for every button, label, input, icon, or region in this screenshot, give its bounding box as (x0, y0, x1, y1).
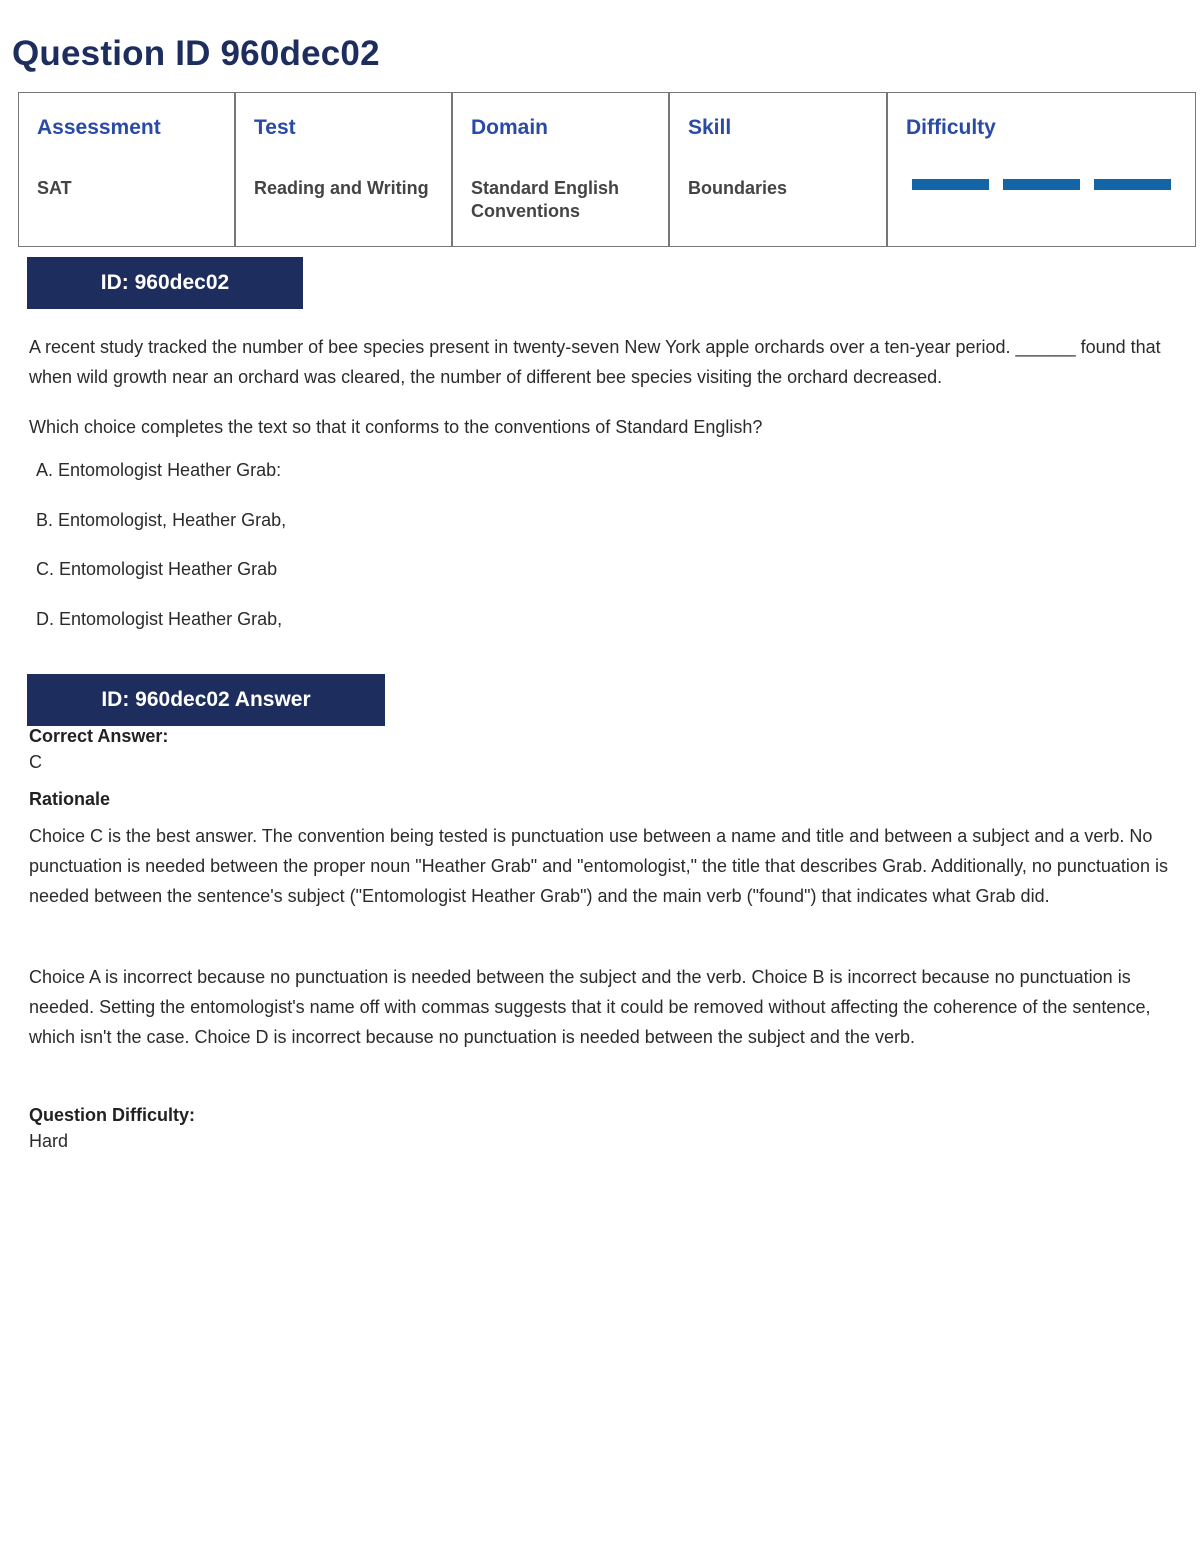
test-value: Reading and Writing (254, 178, 429, 198)
rationale-paragraph: Choice A is incorrect because no punctuation is needed between the subject and the verb. Choice B is incorrect because no punctuation is needed. Setting the entomologist's name off with commas suggests that it could be removed without affecting the coherence of the sentence, which isn't the case. Choice D is incorrect because no punctuation is needed between the subject and the verb. (29, 967, 1151, 1047)
domain-header: Domain (471, 116, 549, 139)
answer-choice-b[interactable]: B. Entomologist, Heather Grab, (36, 510, 287, 530)
question-difficulty-value: Hard (29, 1131, 69, 1151)
correct-answer-value: C (29, 752, 42, 772)
question-passage: A recent study tracked the number of bee species present in twenty-seven New York apple orchards over a ten-year period. ______ found that when wild growth near an orchard was cleared, the number of different bee species visiting the orchard decreased. (29, 337, 1161, 387)
answer-choice-a[interactable]: A. Entomologist Heather Grab: (36, 460, 282, 480)
question-prompt: Which choice completes the text so that it conforms to the conventions of Standard English? (29, 417, 763, 437)
difficulty-header: Difficulty (906, 116, 996, 139)
skill-header: Skill (688, 116, 732, 139)
question-id-banner: ID: 960dec02 (27, 257, 303, 309)
difficulty-indicator (912, 179, 1171, 190)
domain-cell (453, 93, 670, 246)
domain-value: Standard English Conventions (471, 178, 620, 221)
rationale-paragraph: Choice C is the best answer. The convention being tested is punctuation use between a name and title and between a subject and a verb. No punctuation is needed between the proper noun "Heather Grab" and "entomologist," the title that describes Grab. Additionally, no punctuation is needed between the sentence's subject ("Entomologist Heather Grab") and the main verb ("found") that indicates what Grab did. (29, 826, 1168, 906)
difficulty-bar (912, 179, 989, 190)
question-difficulty-label: Question Difficulty: (29, 1105, 195, 1125)
assessment-header: Assessment (37, 116, 161, 139)
rationale-label: Rationale (29, 789, 111, 809)
difficulty-cell (888, 93, 1195, 246)
answer-choice-c[interactable]: C. Entomologist Heather Grab (36, 559, 278, 579)
difficulty-bar (1094, 179, 1171, 190)
difficulty-bar (1003, 179, 1080, 190)
skill-value: Boundaries (688, 178, 788, 198)
correct-answer-label: Correct Answer: (29, 726, 169, 746)
skill-cell (670, 93, 888, 246)
test-cell (236, 93, 453, 246)
test-header: Test (254, 116, 296, 139)
assessment-cell (19, 93, 236, 246)
answer-choice-d[interactable]: D. Entomologist Heather Grab, (36, 609, 283, 629)
assessment-value: SAT (37, 178, 72, 198)
answer-id-banner: ID: 960dec02 Answer (27, 674, 385, 726)
question-metadata-table (18, 92, 1196, 247)
page-title: Question ID 960dec02 (12, 34, 380, 73)
